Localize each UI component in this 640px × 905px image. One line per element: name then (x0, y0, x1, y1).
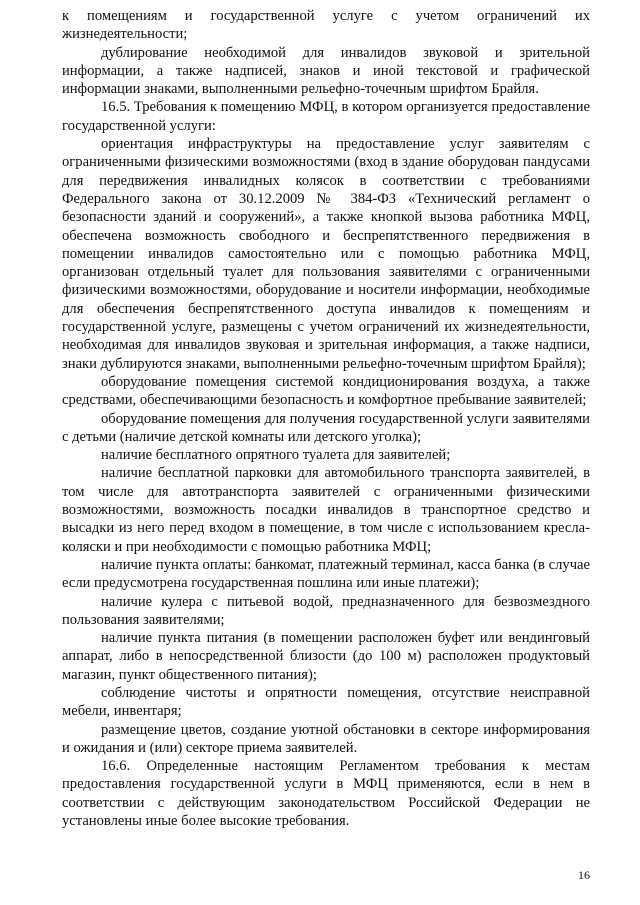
paragraph-4: ориентация инфраструктуры на предоставление услуг заявителям с ограниченными физическими возможностями (вход в здание оборудован пандусами для передвижения инвалидных колясок в соответствии с требованиями Федерального закона от 30.12.2009 № 384-ФЗ «Технический регламент о безопасности зданий и сооружений», а также кнопкой вызова работника МФЦ, обеспечена возможность свободного и беспрепятственного передвижения в помещении инвалидов самостоятельно или с помощью работника МФЦ, организован отдельный туалет для пользования заявителями с ограниченными физическими возможностями, оборудование и носители информации, необходимые для обеспечения беспрепятственного доступа инвалидов к помещениям и государственной услуге, размещены с учетом ограничений их жизнедеятельности, необходимая для инвалидов звуковая и зрительная информация, а также надписи, знаки дублируются знаками, выполненными рельефно-точечным шрифтом Брайля); (62, 136, 590, 372)
paragraph-6: оборудование помещения для получения государственной услуги заявителями с детьми (наличие детской комнаты или детского уголка); (62, 410, 590, 445)
paragraph-13: размещение цветов, создание уютной обстановки в секторе информирования и ожидания и (или) секторе приема заявителей. (62, 721, 590, 756)
paragraph-3: 16.5. Требования к помещению МФЦ, в котором организуется предоставление государственной услуги: (62, 99, 590, 134)
paragraph-12: соблюдение чистоты и опрятности помещения, отсутствие неисправной мебели, инвентаря; (62, 684, 590, 720)
paragraph-8: наличие бесплатной парковки для автомобильного транспорта заявителей, в том числе для автотранспорта заявителей с ограниченными физическими возможностями, возможность посадки инвалидов в транспортное средство и высадки из него перед входом в помещение, в том числе с использованием кресла-коляски и при необходимости с помощью работника МФЦ; (62, 465, 590, 555)
paragraph-7: наличие бесплатного опрятного туалета для заявителей; (101, 447, 451, 464)
paragraph-10: наличие кулера с питьевой водой, предназначенного для безвозмездного пользования заявителями; (62, 593, 590, 628)
paragraph-5: оборудование помещения системой кондиционирования воздуха, а также средствами, обеспечивающими безопасность и комфортное пребывание заявителей; (62, 373, 590, 409)
paragraph-2: дублирование необходимой для инвалидов звуковой и зрительной информации, а также надписей, знаков и иной текстовой и графической информации знаками, выполненными рельефно-точечным шрифтом Брайля. (62, 44, 590, 98)
paragraph-11: наличие пункта питания (в помещении расположен буфет или вендинговый аппарат, либо в непосредственной близости (до 100 м) расположен продуктовый магазин, пункт общественного питания); (62, 630, 590, 683)
page-number: 16 (578, 868, 590, 882)
paragraph-1: к помещениям и государственной услуге с учетом ограничений их жизнедеятельности; (62, 8, 590, 43)
paragraph-14: 16.6. Определенные настоящим Регламентом требования к местам предоставления государственной услуги в МФЦ применяются, если в нем в соответствии с действующим законодательством Российской Федерации не установлены иные более высокие требования. (62, 758, 590, 830)
paragraph-9: наличие пункта оплаты: банкомат, платежный терминал, касса банка (в случае если предусмотрена государственная пошлина или иные платежи); (62, 556, 590, 592)
